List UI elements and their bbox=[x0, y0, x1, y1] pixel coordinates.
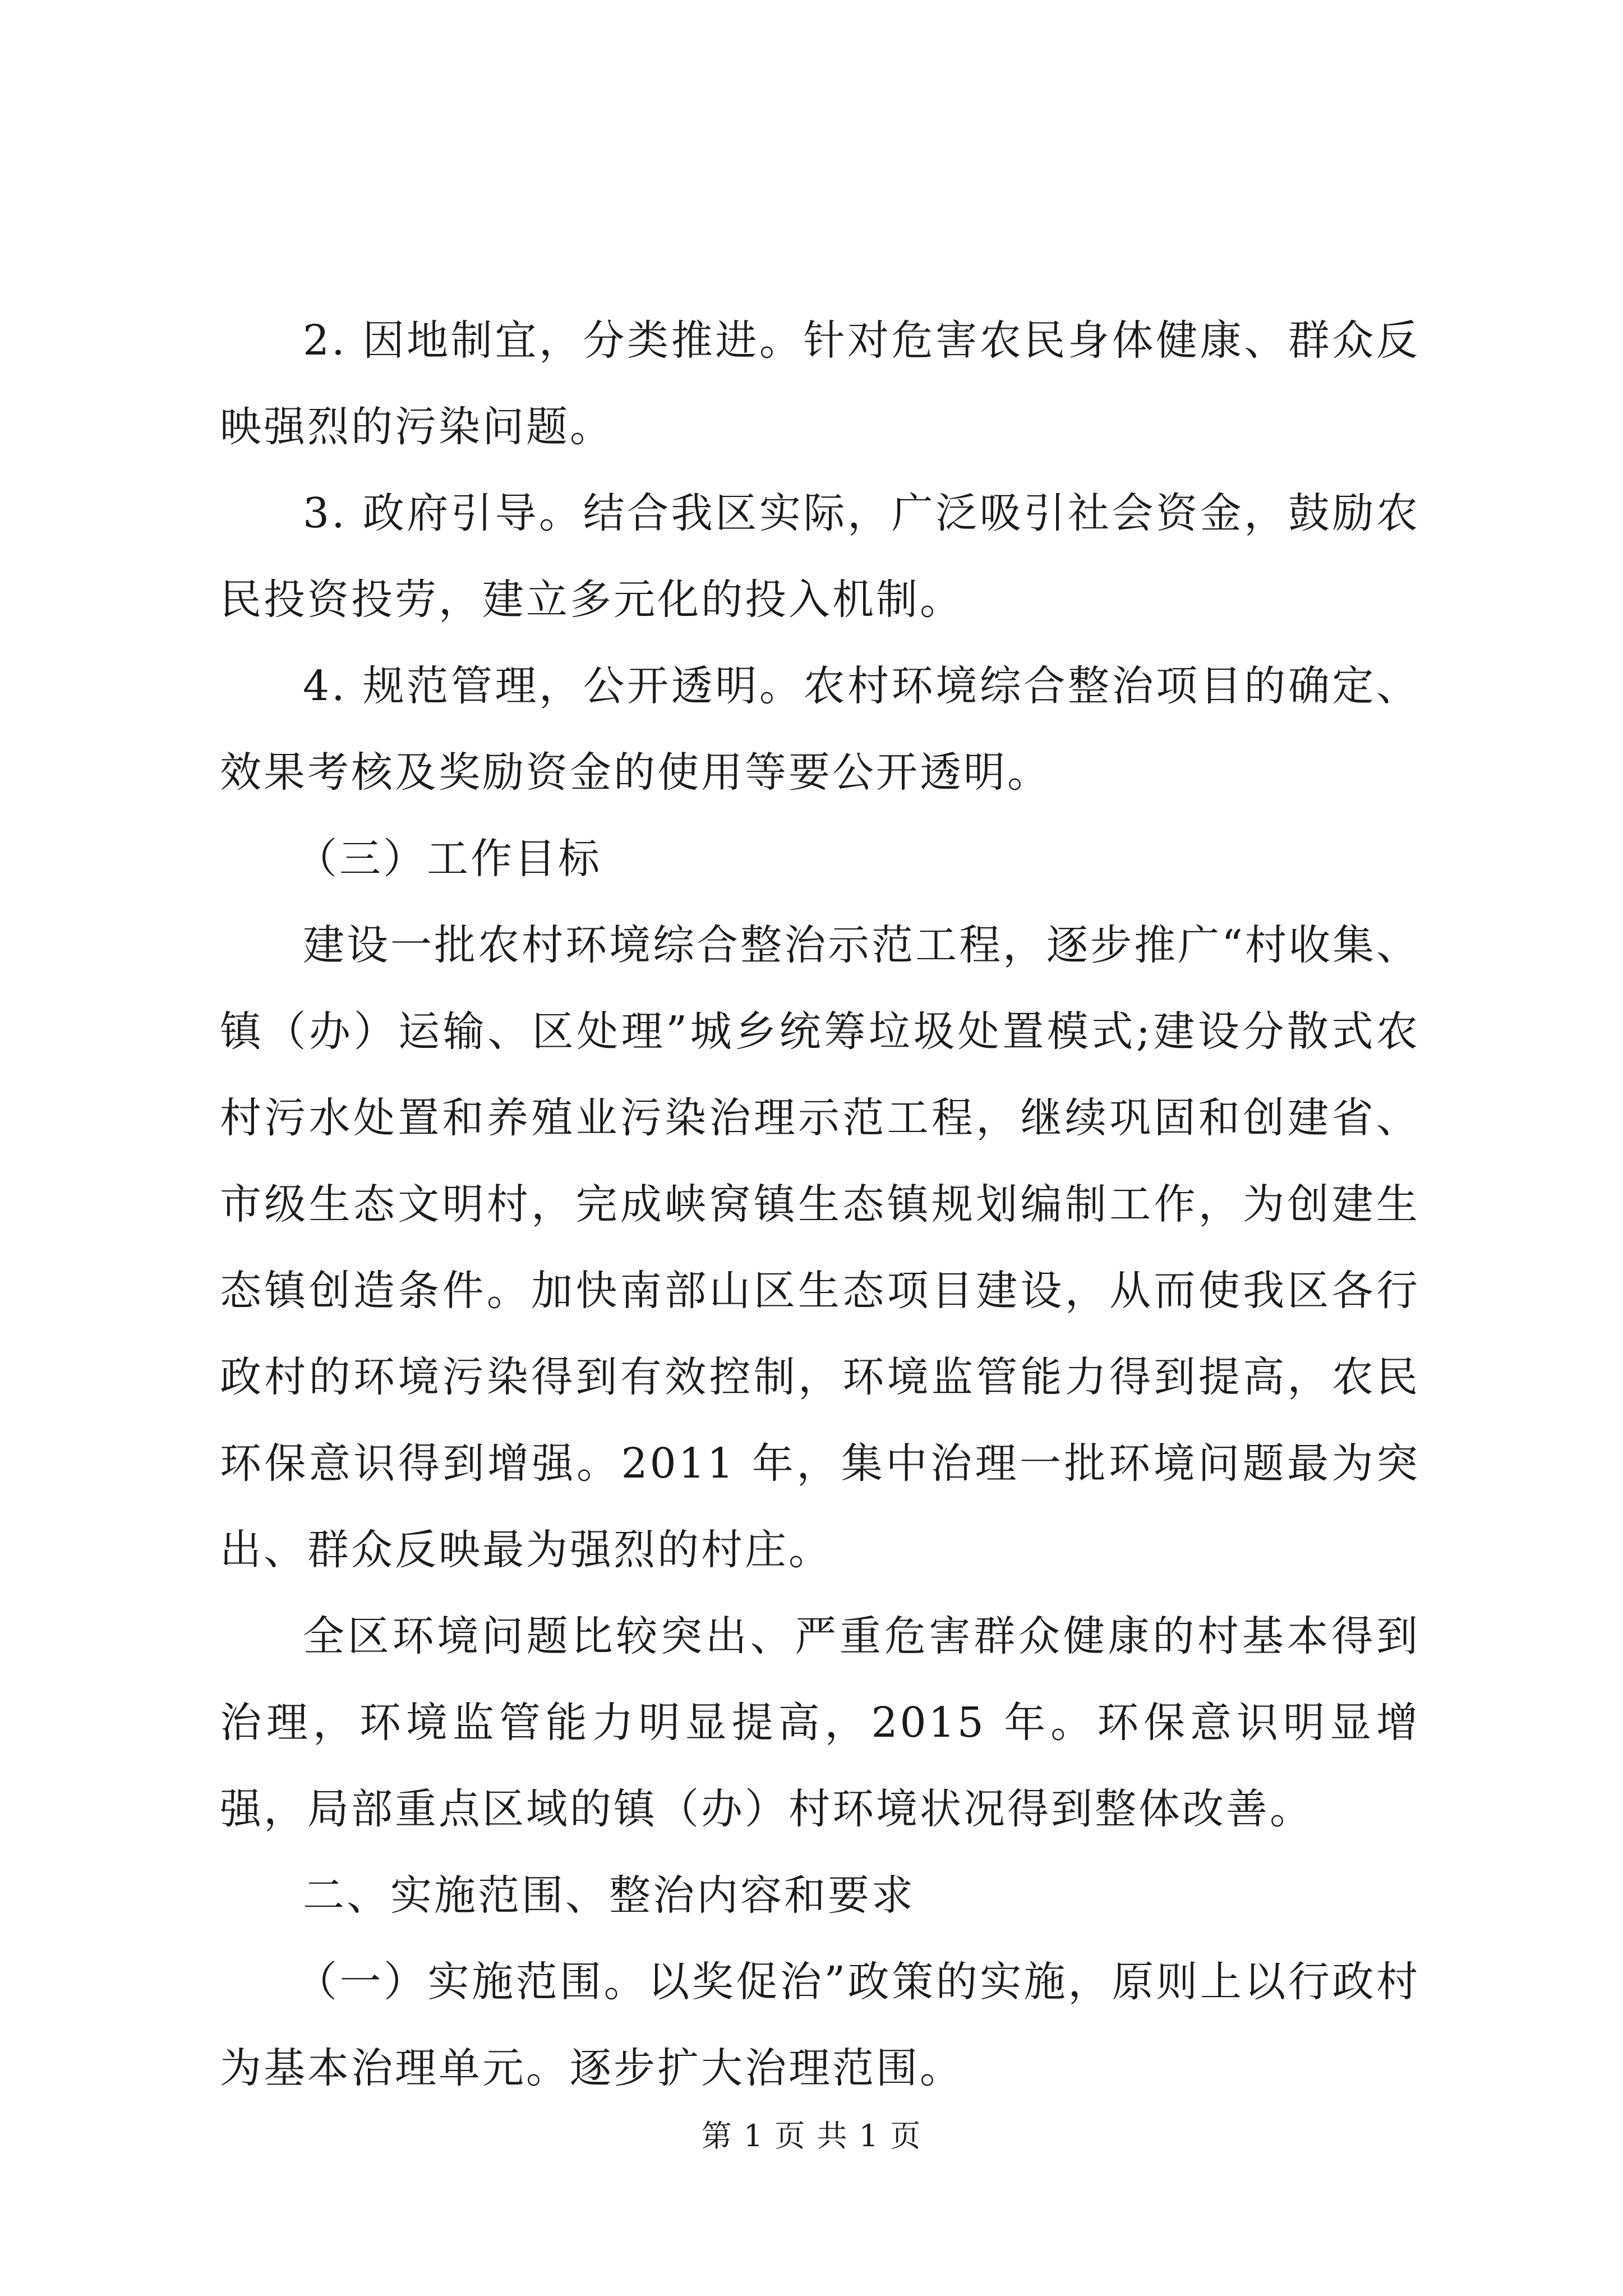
document-body bbox=[220, 297, 1420, 2111]
paragraph-work-goals: 建设一批农村环境综合整治示范工程，逐步推广“村收集、镇（办）运输、区处理”城乡统筹垃圾处置模式;建设分散式农村污水处置和养殖业污染治理示范工程，继续巩固和创建省、市级生态文明村，完成峡窝镇生态镇规划编制工作，为创建生态镇创造条件。加快南部山区生态项目建设，从而使我区各行政村的环境污染得到有效控制，环境监管能力得到提高，农民环保意识得到增强。2011 年，集中治理一批环境问题最为突出、群众反映最为强烈的村庄。 bbox=[220, 921, 1420, 1574]
paragraph-principle-4: 4. 规范管理，公开透明。农村环境综合整治项目的确定、效果考核及奖励资金的使用等要公开透明。 bbox=[220, 662, 1420, 797]
paragraph-principle-2: 2. 因地制宜，分类推进。针对危害农民身体健康、群众反映强烈的污染问题。 bbox=[220, 316, 1420, 451]
section-heading-work-goals: （三）工作目标 bbox=[296, 835, 602, 883]
page-number-label: 第 1 页 共 1 页 bbox=[701, 2118, 922, 2154]
section-heading-scope: 二、实施范围、整治内容和要求 bbox=[303, 1871, 915, 1920]
paragraph-principle-3: 3. 政府引导。结合我区实际，广泛吸引社会资金，鼓励农民投资投劳，建立多元化的投入机制。 bbox=[220, 489, 1420, 624]
page-footer bbox=[0, 2112, 1623, 2155]
paragraph-2015-goals: 全区环境问题比较突出、严重危害群众健康的村基本得到治理，环境监管能力明显提高，2015 年。环保意识明显增强，局部重点区域的镇（办）村环境状况得到整体改善。 bbox=[220, 1612, 1420, 1833]
paragraph-scope: （一）实施范围。以奖促治”政策的实施，原则上以行政村为基本治理单元。逐步扩大治理范围。 bbox=[220, 1958, 1420, 2092]
